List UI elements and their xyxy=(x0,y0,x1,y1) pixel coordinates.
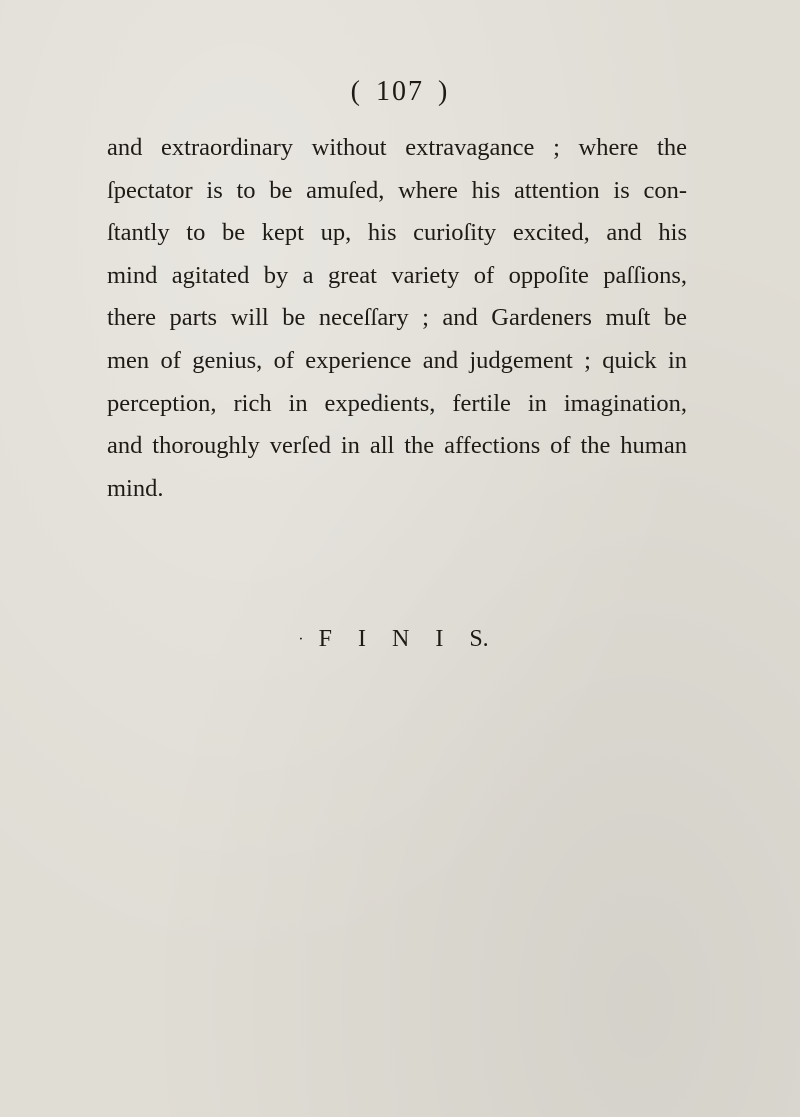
page-number xyxy=(0,76,800,108)
finis-letter: I xyxy=(435,626,444,652)
finis-letter: I xyxy=(357,626,366,652)
finis-letter: F xyxy=(318,626,332,652)
finis-letter: N xyxy=(391,626,410,652)
finis-bullet: · xyxy=(298,631,304,649)
page-number-close-paren: ) xyxy=(438,76,450,107)
text-line-last: mind. xyxy=(107,474,164,502)
text-line: and extraordinary without extravagance ; where the xyxy=(107,134,687,161)
text-line: and thoroughly verſed in all the affections of the human xyxy=(107,432,687,460)
text-line: perception, rich in expedients, fertile in imagination, xyxy=(107,389,687,417)
text-line: ſpectator is to be amuſed, where his attention is con- xyxy=(107,176,687,204)
text-line: there parts will be neceſſary ; and Gardeners muſt be xyxy=(107,304,687,332)
finis-letter: S. xyxy=(469,626,489,652)
page-number-open-paren: ( xyxy=(350,76,362,107)
body-text xyxy=(107,127,687,510)
text-line: mind agitated by a great variety of oppoſite paſſions, xyxy=(107,261,687,289)
text-line: men of genius, of experience and judgement ; quick in xyxy=(107,346,687,374)
finis-heading xyxy=(0,626,800,653)
text-line: ſtantly to be kept up, his curioſity excited, and his xyxy=(107,219,687,247)
page-number-value: 107 xyxy=(376,76,424,107)
